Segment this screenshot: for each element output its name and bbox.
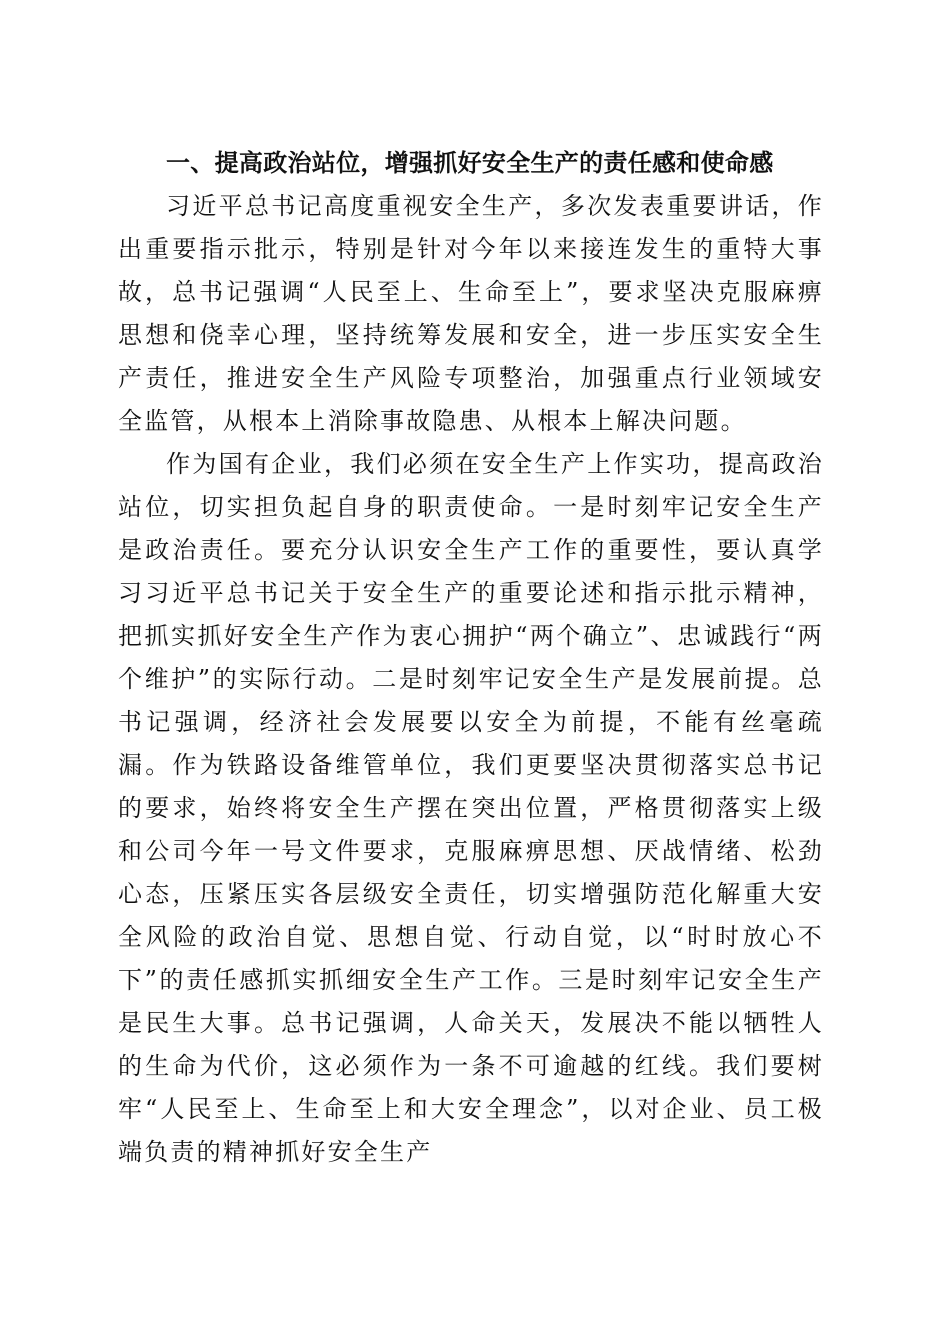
document-body (118, 142, 824, 1174)
paragraph-2: 作为国有企业，我们必须在安全生产上作实功，提高政治站位，切实担负起自身的职责使命。一是时刻牢记安全生产是政治责任。要充分认识安全生产工作的重要性，要认真学习习近平总书记关于安全生产的重要论述和指示批示精神，把抓实抓好安全生产作为衷心拥护“两个确立”、忠诚践行“两个维护”的实际行动。二是时刻牢记安全生产是发展前提。总书记强调，经济社会发展要以安全为前提，不能有丝毫疏漏。作为铁路设备维管单位，我们更要坚决贯彻落实总书记的要求，始终将安全生产摆在突出位置，严格贯彻落实上级和公司今年一号文件要求，克服麻痹思想、厌战情绪、松劲心态，压紧压实各层级安全责任，切实增强防范化解重大安全风险的政治自觉、思想自觉、行动自觉，以“时时放心不下”的责任感抓实抓细安全生产工作。三是时刻牢记安全生产是民生大事。总书记强调，人命关天，发展决不能以牺牲人的生命为代价，这必须作为一条不可逾越的红线。我们要树牢“人民至上、生命至上和大安全理念”，以对企业、员工极端负责的精神抓好安全生产 (118, 450, 824, 1166)
paragraph-1: 习近平总书记高度重视安全生产，多次发表重要讲话，作出重要指示批示，特别是针对今年以来接连发生的重特大事故，总书记强调“人民至上、生命至上”，要求坚决克服麻痹思想和侥幸心理，坚持统筹发展和安全，进一步压实安全生产责任，推进安全生产风险专项整治，加强重点行业领域安全监管，从根本上消除事故隐患、从根本上解决问题。 (118, 192, 824, 435)
section-heading: 一、提高政治站位，增强抓好安全生产的责任感和使命感 (166, 149, 774, 177)
